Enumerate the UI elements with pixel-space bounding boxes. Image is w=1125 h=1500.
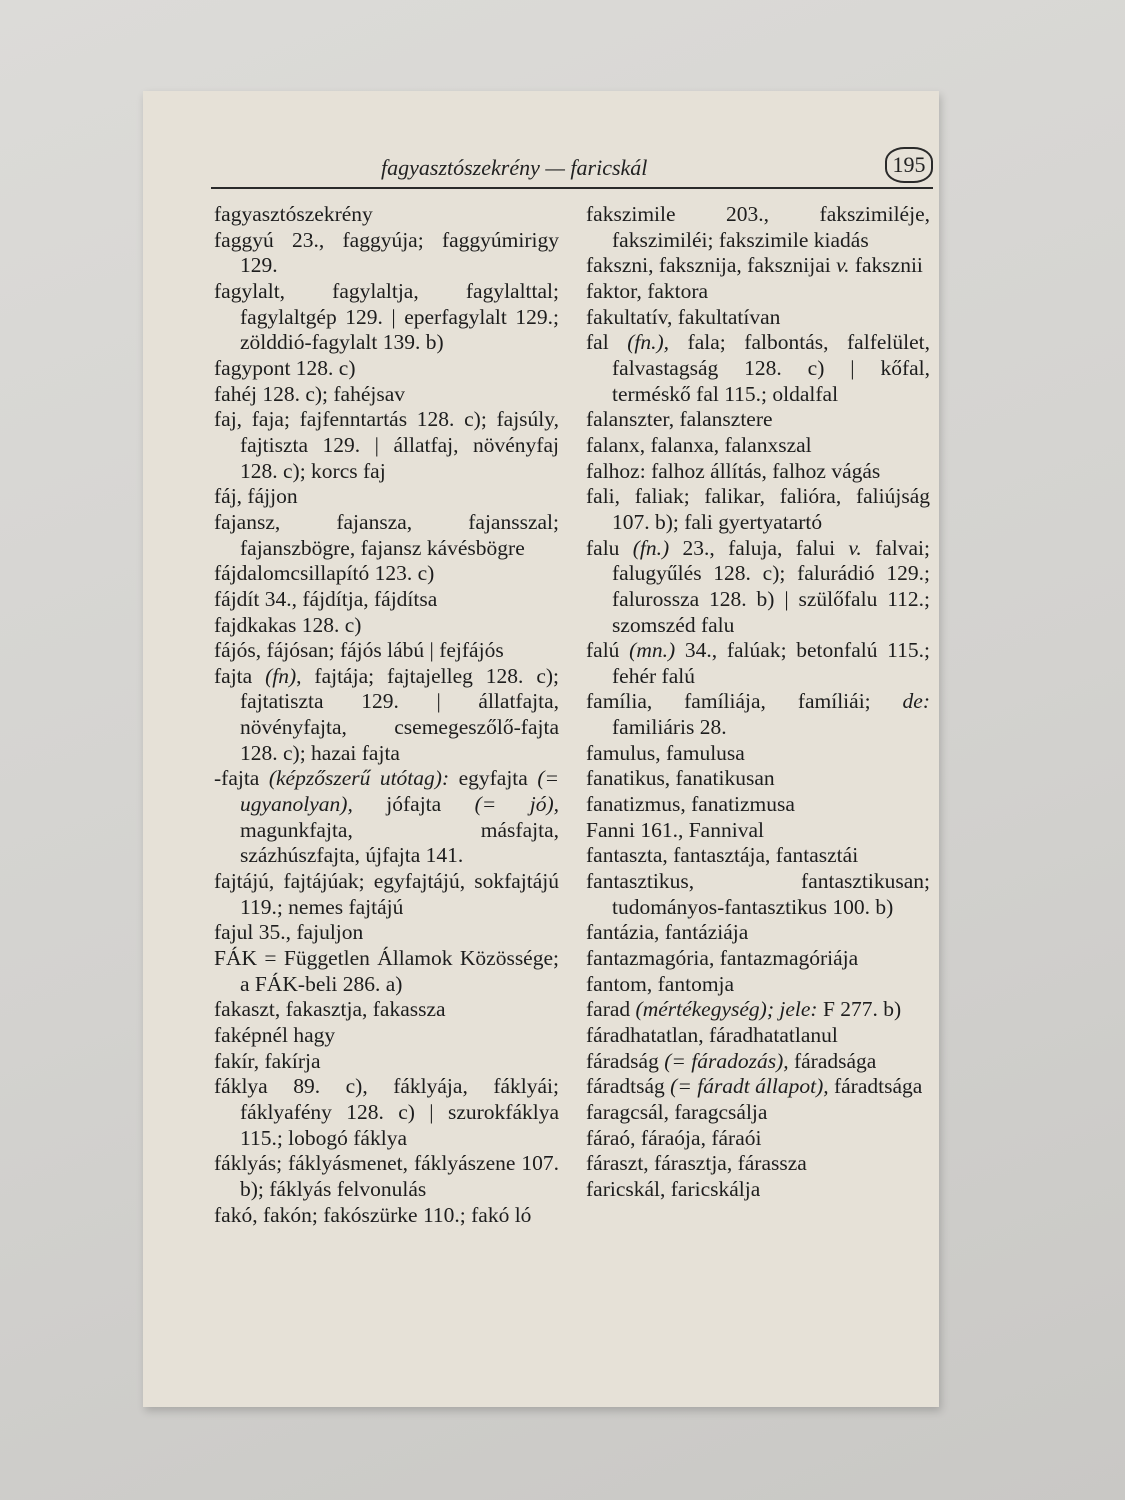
entry-text: fáraó, fáraója, fáraói [586,1125,762,1150]
entry-text: falú [586,638,630,663]
entry-text: fajdkakas 128. c) [214,612,362,637]
running-head: fagyasztószekrény — faricskál [381,155,648,180]
entry-text: fáklya 89. c), fáklyája, fáklyái; fáklyafény 128. c) | szurokfáklya 115.; lobogó fáklya [214,1074,559,1150]
entry-italic-text: (mn.) [629,638,676,663]
entry-text: fal [586,330,628,355]
entry-italic-text: (mértékegység); jele: [635,997,818,1022]
entry-italic-text: (fn.) [632,535,670,560]
dictionary-entry [214,869,559,920]
dictionary-entry [586,689,930,740]
entry-text: fáklyás; fáklyásmenet, fáklyászene 107. b); fáklyás felvonulás [214,1151,559,1201]
page-header [211,143,933,189]
entry-text: fala; falbontás, falfelület, falvastagság 128. c) | kőfal, terméskő fal 115.; oldalfal [612,330,930,406]
dictionary-entry [214,407,559,484]
entry-text: falvai; falugyűlés 128. c); falurádió 129.; falurossza 128. b) | szülőfalu 112.; szomszéd falu [612,535,930,637]
entry-text: , fajtája; fajtajelleg 128. c); fajtatiszta 129. | állatfajta, növényfajta, csemegeszőlő-fajta 128. c); hazai fajta [240,663,559,765]
dictionary-entry [586,536,930,639]
entry-italic-text: de: [902,689,930,714]
dictionary-entry [586,202,930,253]
entry-text: fakultatív, fakultatívan [586,304,781,329]
entry-text: falhoz: falhoz állítás, falhoz vágás [586,458,881,483]
dictionary-entry [586,1023,930,1049]
entry-text: fajul 35., fajuljon [214,920,364,945]
dictionary-entry [586,484,930,535]
entry-text: fanatikus, fanatikusan [586,766,775,791]
entry-italic-text: (képzőszerű utótag): [268,766,450,791]
entry-text: fakó, fakón; fakószürke 110.; fakó ló [214,1202,532,1227]
entry-text: fagypont 128. c) [214,355,356,380]
dictionary-entry [214,484,559,510]
entry-text: Fanni 161., Fannival [586,817,764,842]
dictionary-entry [214,664,559,767]
entry-text: fajansz, fajansza, fajansszal; fajanszbögre, fajansz kávésbögre [214,509,559,560]
dictionary-entry [214,228,559,279]
dictionary-entry [586,972,930,998]
dictionary-entry [214,382,559,408]
dictionary-entry [586,946,930,972]
entry-text: família, famíliája, famíliái; [586,689,903,714]
entry-text: fajta [214,663,266,688]
dictionary-entry [586,638,930,689]
entry-text: fahéj 128. c); fahéjsav [214,381,406,406]
dictionary-entry [586,279,930,305]
entry-italic-text: v. [836,253,850,278]
entry-italic-text: (fn) [265,663,297,688]
entry-text: faktor, faktora [586,278,709,303]
right-column [586,202,930,1203]
entry-text: fakszni, faksznija, faksznijai [586,253,837,278]
entry-text: 23., faluja, falui [669,535,849,560]
entry-text: faricskál, faricskálja [586,1176,761,1201]
dictionary-entry [214,587,559,613]
dictionary-entry [214,997,559,1023]
entry-text: 34., falúak; betonfalú 115.; fehér falú [612,638,930,688]
entry-text: falanx, falanxa, falanxszal [586,432,812,457]
dictionary-entry [586,433,930,459]
dictionary-entry [586,1151,930,1177]
dictionary-entry [214,1074,559,1151]
entry-text: faggyú 23., faggyúja; faggyúmirigy 129. [214,227,559,278]
dictionary-page [143,91,939,1407]
entry-text: falu [586,535,633,560]
dictionary-entry [586,869,930,920]
entry-text: faj, faja; fajfenntartás 128. c); fajsúly, fajtiszta 129. | állatfaj, növényfaj 128. c); korcs faj [214,407,559,483]
entry-italic-text: (= fáradt állapot), [670,1074,829,1099]
dictionary-entry [214,1049,559,1075]
dictionary-entry [214,1023,559,1049]
entry-text: faragcsál, faragcsálja [586,1099,768,1124]
entry-text: fantaszta, fantasztája, fantasztái [586,843,859,868]
page-number: 195 [885,147,933,183]
dictionary-entry [214,638,559,664]
entry-text: fali, faliak; falikar, falióra, faliújság 107. b); fali gyertyatartó [586,484,930,534]
entry-text: egyfajta [449,766,538,791]
entry-italic-text: (fn.), [627,330,670,355]
entry-italic-text: (= ugyanolyan), [240,766,559,817]
entry-text: fáradtság [586,1074,671,1099]
entry-italic-text: (= fáradozás), [664,1048,789,1073]
entry-text: falanszter, falansztere [586,407,773,432]
entry-text: F 277. b) [817,997,902,1022]
dictionary-entry [214,510,559,561]
dictionary-entry [214,766,559,869]
entry-text: fagylalt, fagylaltja, fagylalttal; fagylaltgép 129. | eperfagylalt 129.; zölddió-fagylalt 139. b) [214,278,559,355]
dictionary-entry [586,330,930,407]
dictionary-entry [586,818,930,844]
entry-text: fantázia, fantáziája [586,920,749,945]
entry-text: fájdalomcsillapító 123. c) [214,561,435,586]
entry-text: familiáris 28. [612,715,727,740]
entry-text: fajtájú, fajtájúak; egyfajtájú, sokfajtájú 119.; nemes fajtájú [214,869,559,919]
dictionary-entry [586,305,930,331]
dictionary-entry [214,561,559,587]
entry-text: fantom, fantomja [586,971,735,996]
dictionary-entry [586,253,930,279]
entry-text: fakszniі [849,253,923,278]
entry-text: fakszimile 203., fakszimiléje, fakszimiléi; fakszimile kiadás [586,202,930,252]
dictionary-entry [586,1100,930,1126]
entry-text: famulus, famulusa [586,740,745,765]
dictionary-entry [586,843,930,869]
dictionary-entry [214,202,559,228]
entry-text: fagyasztószekrény [214,202,373,226]
entry-text: FÁK = Független Államok Közössége; a FÁK-beli 286. a) [214,946,559,996]
entry-italic-text: v. [848,535,862,560]
left-column [214,202,559,1228]
entry-text: fáraszt, fárasztja, fárassza [586,1151,807,1176]
entry-text: fáradság [586,1048,665,1073]
entry-text: fájdít 34., fájdítja, fájdítsa [214,586,438,611]
dictionary-entry [214,920,559,946]
dictionary-entry [586,766,930,792]
dictionary-entry [586,920,930,946]
dictionary-entry [586,1074,930,1100]
entry-text: faképnél hagy [214,1023,336,1047]
entry-text: fanatizmus, fanatizmusa [586,792,795,817]
entry-text: fájós, fájósan; fájós lábú | fejfájós [214,638,504,663]
dictionary-entry [586,459,930,485]
entry-text: fantazmagória, fantazmagóriája [586,946,859,971]
entry-text: fantasztikus, fantasztikusan; tudományos-fantasztikus 100. b) [586,869,930,919]
entry-text: -fajta [214,766,269,791]
dictionary-entry [586,1177,930,1203]
entry-text: fakír, fakírja [214,1048,321,1073]
dictionary-entry [586,741,930,767]
dictionary-entry [214,946,559,997]
entry-text: fáj, fájjon [214,484,298,509]
dictionary-entry [214,1151,559,1202]
dictionary-entry [586,1049,930,1075]
dictionary-entry [586,407,930,433]
dictionary-entry [214,356,559,382]
entry-text: magunkfajta, másfajta, százhúszfajta, újfajta 141. [240,817,559,868]
entry-text: fáradtsága [828,1074,923,1099]
entry-text: fáradhatatlan, fáradhatatlanul [586,1023,838,1047]
dictionary-entry [214,1203,559,1229]
dictionary-entry [586,792,930,818]
dictionary-entry [586,1126,930,1152]
dictionary-entry [214,279,559,356]
entry-italic-text: (= jó), [474,792,559,817]
entry-text: jófajta [352,792,475,817]
entry-text: fáradsága [788,1048,877,1073]
dictionary-entry [586,997,930,1023]
entry-text: farad [586,997,636,1022]
entry-text: fakaszt, fakasztja, fakassza [214,997,446,1022]
dictionary-entry [214,613,559,639]
